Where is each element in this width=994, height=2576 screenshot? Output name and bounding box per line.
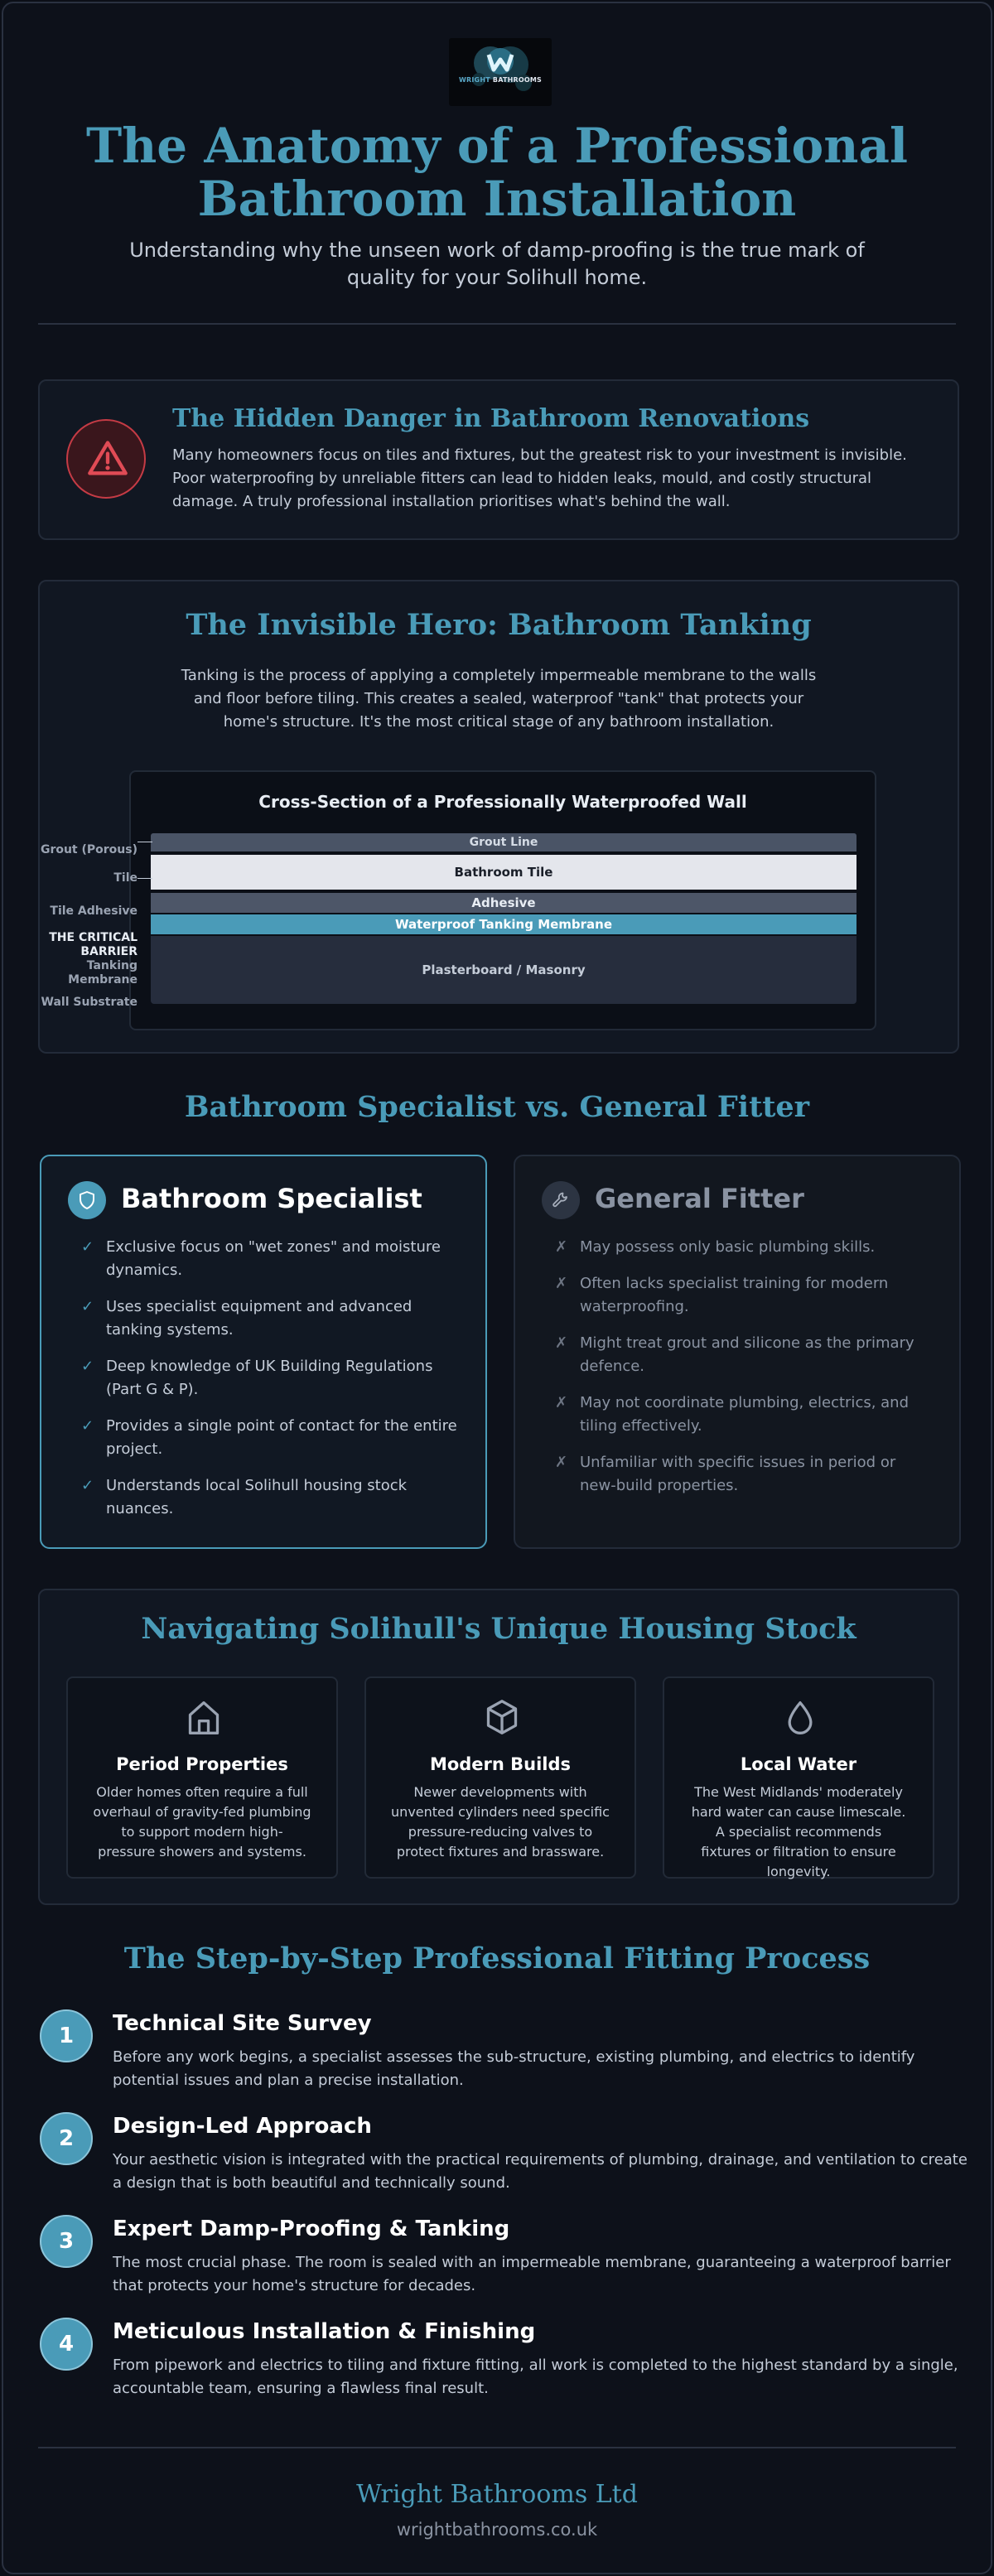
- tanking-text: Tanking is the process of applying a completely impermeable membrane to the walls and floor before tiling. This creates a sealed, waterproof "tank" that protects your home's structure. It's the most critical stage of any bathroom installation.: [181, 667, 817, 731]
- process-step: [40, 2009, 967, 2101]
- check-icon: ✓: [81, 1477, 94, 1494]
- specialist-item-text: Understands local Solihull housing stock nuances.: [106, 1477, 408, 1517]
- layer-substrate: Plasterboard / Masonry: [151, 936, 856, 1004]
- list-item: [555, 1392, 934, 1438]
- shield-icon: [77, 1190, 97, 1210]
- arrow-tile: [138, 878, 152, 879]
- housing-card-title: Period Properties: [116, 1754, 288, 1774]
- step-title: Technical Site Survey: [113, 2011, 372, 2036]
- list-item: [555, 1236, 934, 1259]
- side-label-tile: Tile: [113, 871, 138, 885]
- step-text: Before any work begins, a specialist assesses the sub-structure, existing plumbing, and electrics to identify potential issues and plan a precise installation.: [113, 2048, 915, 2089]
- step-number: 4: [40, 2318, 93, 2371]
- housing-card-water: [663, 1676, 934, 1879]
- housing-title: Navigating Solihull's Unique Housing Stock: [141, 1612, 856, 1646]
- tanking-title: The Invisible Hero: Bathroom Tanking: [186, 608, 812, 642]
- shield-icon-badge: [68, 1181, 106, 1219]
- logo-emblem-icon: [449, 38, 552, 106]
- tanking-card: [38, 580, 959, 1054]
- list-item: [555, 1451, 934, 1498]
- step-text: Your aesthetic vision is integrated with the practical requirements of plumbing, drainage, and ventilation to create a design that is both beautiful and technically sound.: [113, 2151, 967, 2192]
- cross-icon: ✗: [555, 1238, 568, 1256]
- check-icon: ✓: [81, 1417, 94, 1435]
- logo-text: [449, 76, 552, 84]
- page-title: The Anatomy of a Professional Bathroom Installation: [85, 118, 909, 227]
- divider: [38, 323, 956, 325]
- warning-icon: [86, 437, 129, 480]
- list-item: [81, 1295, 461, 1342]
- specialist-item-text: Provides a single point of contact for the entire project.: [106, 1417, 457, 1458]
- housing-card-title: Modern Builds: [429, 1754, 572, 1774]
- step-number: 3: [40, 2215, 93, 2268]
- page-subtitle: Understanding why the unseen work of damp-proofing is the true mark of quality for your Solihull home.: [129, 239, 865, 289]
- logo-text-a: WRIGHT: [459, 76, 490, 84]
- side-label-adhesive: Tile Adhesive: [50, 904, 138, 918]
- housing-card-text: Older homes often require a full overhaul of gravity-fed plumbing to support modern high-pressure showers and systems.: [93, 1784, 311, 1860]
- process-step: [40, 2318, 967, 2409]
- company-logo: [449, 38, 552, 106]
- comparison-title: Bathroom Specialist vs. General Fitter: [184, 1090, 810, 1124]
- cross-icon: ✗: [555, 1394, 568, 1411]
- droplet-icon: [782, 1698, 818, 1738]
- footer-website-link[interactable]: wrightbathrooms.co.uk: [396, 2520, 598, 2540]
- hidden-danger-card: [38, 379, 959, 540]
- layer-tanking-membrane: Waterproof Tanking Membrane: [151, 914, 856, 934]
- side-label-grout: Grout (Porous): [40, 843, 138, 856]
- list-item: [81, 1415, 461, 1461]
- layer-bathroom-tile: Bathroom Tile: [151, 855, 856, 890]
- specialist-card: [40, 1155, 487, 1549]
- step-text: The most crucial phase. The room is sealed with an impermeable membrane, guaranteeing a waterproof barrier that protects your home's structure for decades.: [113, 2254, 951, 2294]
- specialist-item-text: Exclusive focus on "wet zones" and moisture dynamics.: [106, 1238, 441, 1279]
- housing-card-modern: [364, 1676, 636, 1879]
- cross-icon: ✗: [555, 1275, 568, 1292]
- specialist-list: [81, 1236, 461, 1534]
- general-fitter-list: [555, 1236, 934, 1511]
- layer-adhesive: Adhesive: [151, 893, 856, 913]
- cross-icon: ✗: [555, 1454, 568, 1471]
- footer-company-name: Wright Bathrooms Ltd: [356, 2480, 638, 2509]
- check-icon: ✓: [81, 1298, 94, 1315]
- step-text: From pipework and electrics to tiling and fixture fitting, all work is completed to the highest standard by a single, accountable team, ensuring a flawless final result.: [113, 2357, 958, 2397]
- house-icon: [186, 1698, 222, 1738]
- step-title: Expert Damp-Proofing & Tanking: [113, 2217, 510, 2241]
- check-icon: ✓: [81, 1238, 94, 1256]
- list-item: [555, 1332, 934, 1378]
- process-step: [40, 2215, 967, 2306]
- hidden-danger-title: The Hidden Danger in Bathroom Renovations: [172, 404, 810, 433]
- specialist-item-text: Uses specialist equipment and advanced tanking systems.: [106, 1298, 413, 1339]
- warning-icon-badge: [66, 419, 146, 499]
- general-item-text: May not coordinate plumbing, electrics, and tiling effectively.: [580, 1394, 910, 1435]
- process-title: The Step-by-Step Professional Fitting Process: [123, 1942, 871, 1975]
- check-icon: ✓: [81, 1358, 94, 1375]
- housing-card-text: The West Midlands' moderately hard water can cause limescale. A specialist recommends fixtures or filtration to ensure longevity.: [691, 1784, 906, 1879]
- general-item-text: May possess only basic plumbing skills.: [580, 1238, 876, 1256]
- general-item-text: Might treat grout and silicone as the primary defence.: [580, 1334, 914, 1375]
- hidden-danger-text: Many homeowners focus on tiles and fixtures, but the greatest risk to your investment is invisible. Poor waterproofing by unreliable fitters can lead to hidden leaks, mould, and costly structural damage. A truly professional installation prioritises what's behind the wall.: [172, 446, 907, 510]
- process-step: [40, 2112, 967, 2203]
- list-item: [555, 1272, 934, 1319]
- wall-cross-section-diagram: [129, 770, 876, 1030]
- logo-text-b: BATHROOMS: [492, 76, 542, 84]
- cross-icon: ✗: [555, 1334, 568, 1352]
- wrench-icon-badge: [542, 1181, 580, 1219]
- step-title: Meticulous Installation & Finishing: [113, 2319, 536, 2344]
- general-item-text: Often lacks specialist training for modern waterproofing.: [580, 1275, 889, 1315]
- step-number: 1: [40, 2009, 93, 2062]
- list-item: [81, 1236, 461, 1282]
- wrench-icon: [551, 1190, 571, 1210]
- specialist-item-text: Deep knowledge of UK Building Regulations (Part G & P).: [106, 1358, 433, 1398]
- housing-card: [38, 1589, 959, 1905]
- housing-card-text: Newer developments with unvented cylinders need specific pressure-reducing valves to protect fixtures and brassware.: [391, 1784, 610, 1860]
- diagram-title: Cross-Section of a Professionally Waterproofed Wall: [258, 792, 747, 812]
- layer-grout-line: Grout Line: [151, 833, 856, 851]
- list-item: [81, 1355, 461, 1401]
- general-fitter-card: [514, 1155, 961, 1549]
- general-fitter-title: General Fitter: [595, 1183, 804, 1214]
- general-item-text: Unfamiliar with specific issues in period or new-build properties.: [580, 1454, 896, 1494]
- divider: [38, 2447, 956, 2448]
- list-item: [81, 1474, 461, 1521]
- side-label-substrate: Wall Substrate: [41, 996, 138, 1009]
- cube-icon: [484, 1698, 520, 1738]
- housing-card-title: Local Water: [740, 1754, 857, 1774]
- page: [2, 2, 992, 2574]
- specialist-title: Bathroom Specialist: [121, 1183, 422, 1214]
- housing-card-period: [66, 1676, 338, 1879]
- side-label-critical-barrier: THE CRITICAL BARRIER: [49, 931, 138, 958]
- step-number: 2: [40, 2112, 93, 2165]
- step-title: Design-Led Approach: [113, 2114, 372, 2139]
- side-label-membrane: Tanking Membrane: [68, 959, 138, 987]
